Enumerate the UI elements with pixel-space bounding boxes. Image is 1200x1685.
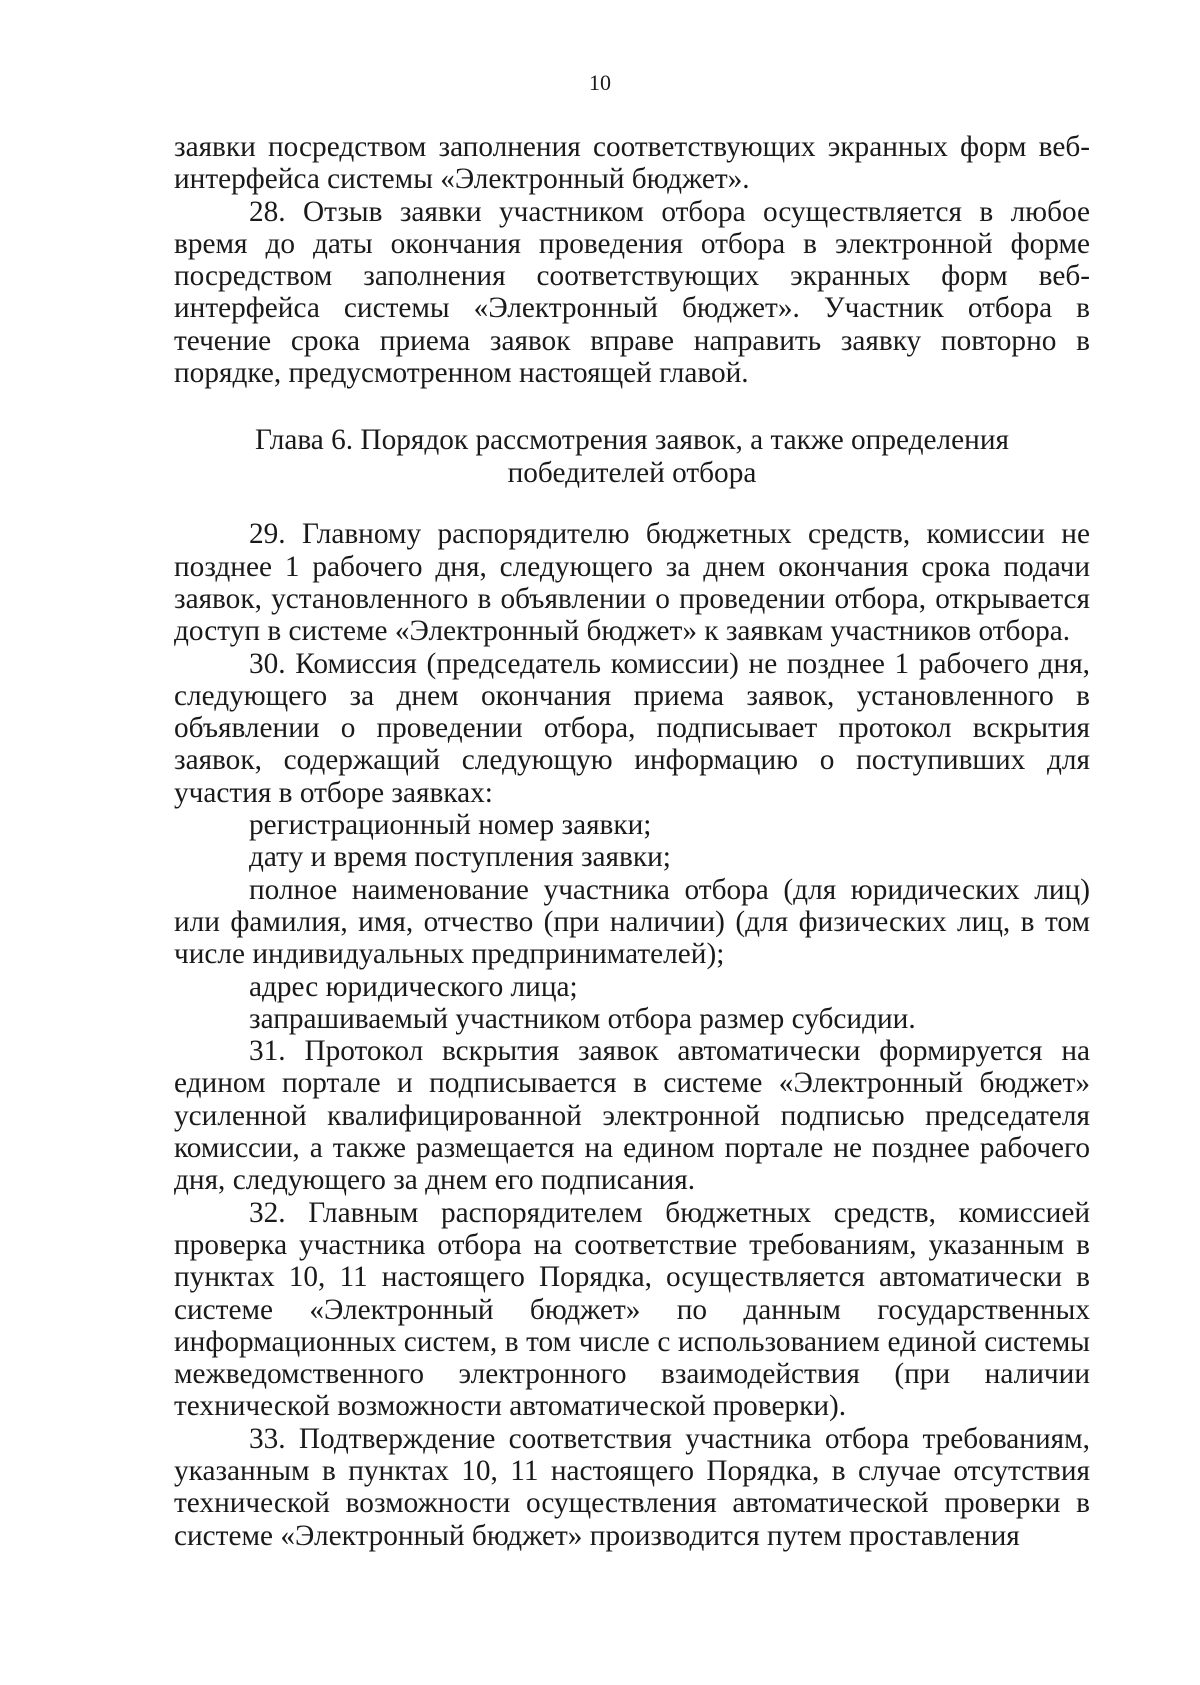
paragraph-30: 30. Комиссия (председатель комиссии) не позднее 1 рабочего дня, следующего за днем окончания приема заявок, установленного в объявлении о проведении отбора, подписывает протокол вскрытия заявок, содержащий следующую информацию о поступивших для участия в отборе заявках: bbox=[174, 647, 1090, 809]
chapter-heading-line-2: победителей отбора bbox=[507, 457, 757, 490]
paragraph-32: 32. Главным распорядителем бюджетных средств, комиссией проверка участника отбора на соответствие требованиям, указанным в пунктах 10, 11 настоящего Порядка, осуществляется автоматически в системе «Электронный бюджет» по данным государственных информационных систем, в том числе с использованием единой системы межведомственного электронного взаимодействия (при наличии технической возможности автоматической проверки). bbox=[174, 1196, 1090, 1423]
document-body bbox=[174, 131, 1090, 1552]
paragraph-29: 29. Главному распорядителю бюджетных средств, комиссии не позднее 1 рабочего дня, следующего за днем окончания срока подачи заявок, установленного в объявлении о проведении отбора, открывается доступ в системе «Электронный бюджет» к заявкам участников отбора. bbox=[174, 518, 1090, 648]
paragraph-continued: заявки посредством заполнения соответствующих экранных форм веб-интерфейса системы «Электронный бюджет». bbox=[174, 131, 1090, 196]
chapter-heading-line-1: Глава 6. Порядок рассмотрения заявок, а также определения bbox=[255, 424, 1009, 457]
list-item-subsidy-amount: запрашиваемый участником отбора размер субсидии. bbox=[249, 1002, 916, 1035]
paragraph-28: 28. Отзыв заявки участником отбора осуществляется в любое время до даты окончания проведения отбора в электронной форме посредством заполнения соответствующих экранных форм веб-интерфейса системы «Электронный бюджет». Участник отбора в течение срока приема заявок вправе направить заявку повторно в порядке, предусмотренном настоящей главой. bbox=[174, 195, 1090, 390]
page-number: 10 bbox=[589, 70, 611, 95]
chapter-heading bbox=[174, 424, 1090, 490]
list-item-date-time: дату и время поступления заявки; bbox=[249, 841, 671, 874]
list-item-address: адрес юридического лица; bbox=[249, 970, 578, 1003]
list-item-registration-number: регистрационный номер заявки; bbox=[249, 809, 652, 842]
list-item-full-name: полное наименование участника отбора (для юридических лиц) или фамилия, имя, отчество (при наличии) (для физических лиц, в том числе индивидуальных предпринимателей); bbox=[174, 873, 1090, 971]
paragraph-31: 31. Протокол вскрытия заявок автоматически формируется на едином портале и подписывается в системе «Электронный бюджет» усиленной квалифицированной электронной подписью председателя комиссии, а также размещается на едином портале не позднее рабочего дня, следующего за днем его подписания. bbox=[174, 1035, 1090, 1197]
paragraph-33: 33. Подтверждение соответствия участника отбора требованиям, указанным в пунктах 10, 11 настоящего Порядка, в случае отсутствия технической возможности осуществления автоматической проверки в системе «Электронный бюджет» производится путем проставления bbox=[174, 1422, 1090, 1552]
